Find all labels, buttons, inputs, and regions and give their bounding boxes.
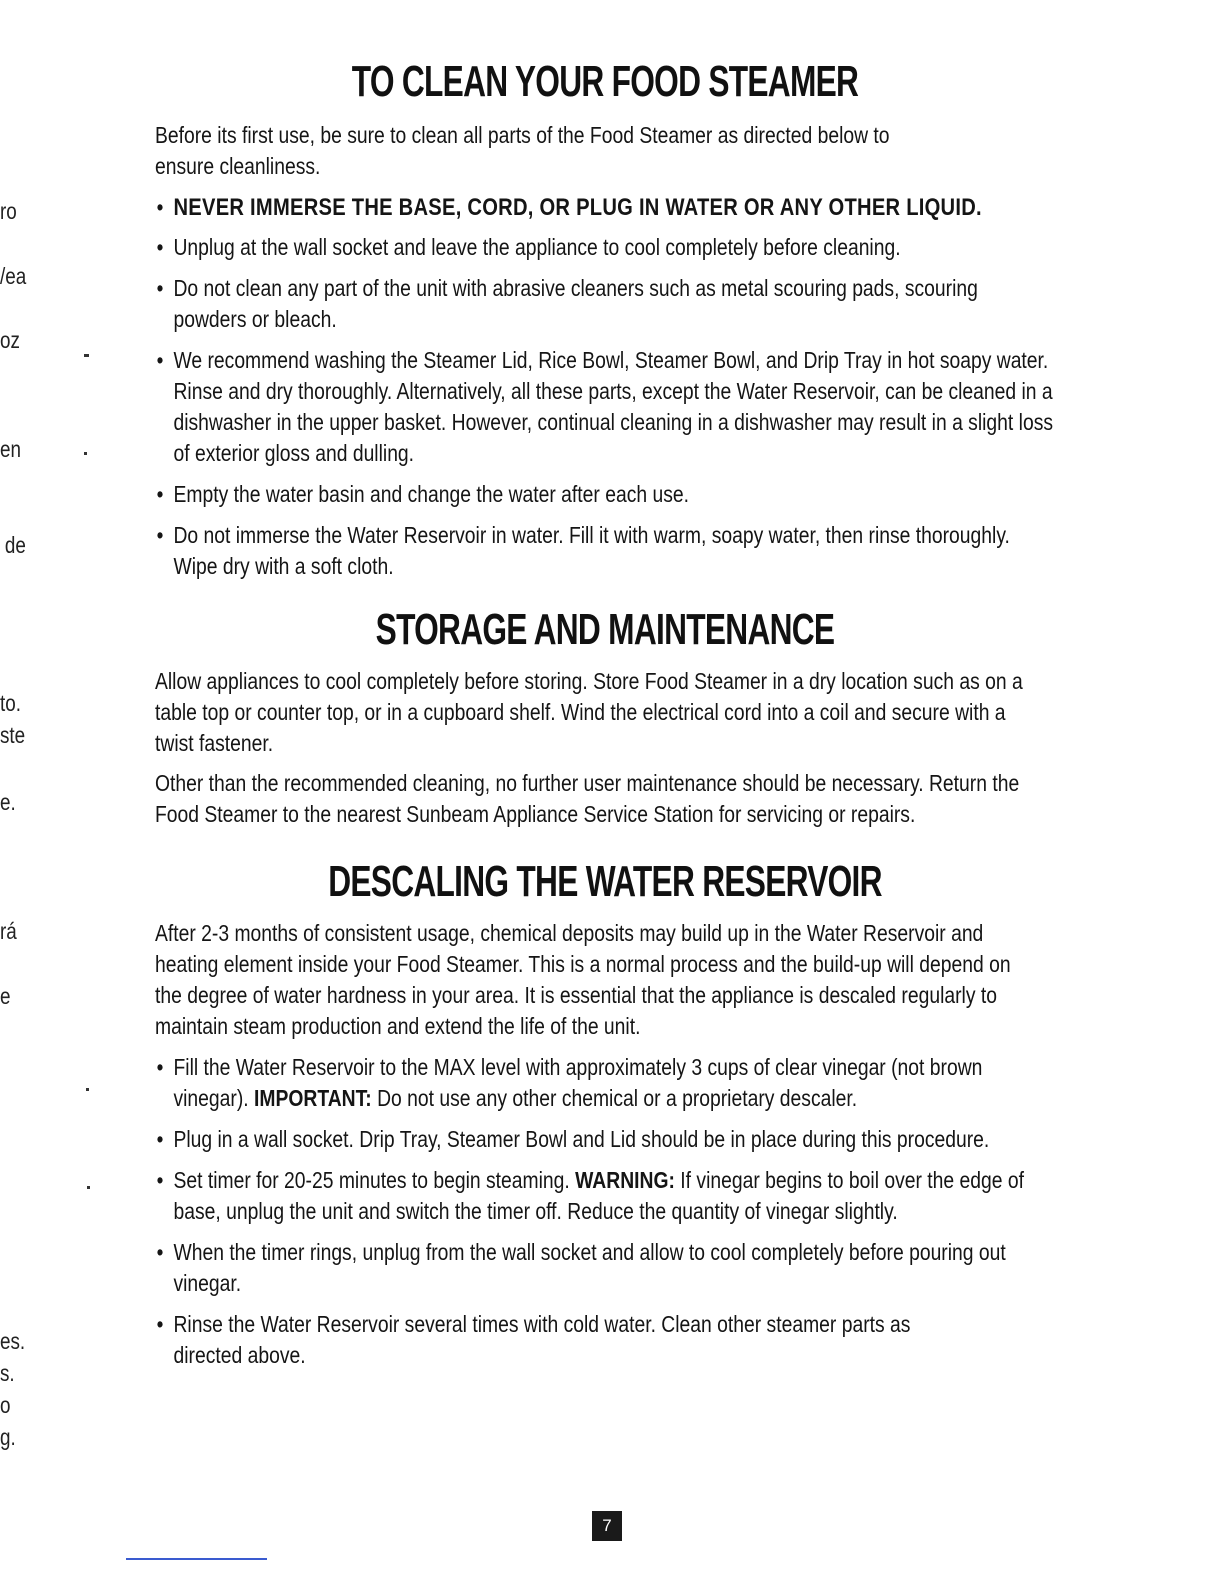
- page-content: [155, 50, 1055, 1368]
- edge-fragment: e.: [0, 789, 16, 815]
- list-item: [155, 192, 1058, 223]
- clean-intro: Before its first use, be sure to clean all parts of the Food Steamer as directed below to ensure cleanliness.: [155, 122, 890, 179]
- bullet-text: Do not immerse the Water Reservoir in water. Fill it with warm, soapy water, then rinse thoroughly. Wipe dry with a soft cloth.: [173, 522, 1010, 579]
- bullet-text: Fill the Water Reservoir to the MAX level with approximately 3 cups of clear vinegar (not brown vinegar).: [173, 1054, 983, 1111]
- edge-fragment: es.: [0, 1328, 26, 1354]
- edge-fragment: de: [4, 532, 26, 558]
- section-title-descaling: DESCALING THE WATER RESERVOIR: [328, 857, 882, 906]
- bullet-icon: •: [156, 347, 164, 373]
- bullet-text: If vinegar begins to boil over the edge of base, unplug the unit and switch the timer off. Reduce the quantity of vinegar slightly.: [173, 1167, 1025, 1224]
- edge-fragment: o: [0, 1392, 11, 1418]
- list-item: [155, 479, 1058, 510]
- bullet-text: Empty the water basin and change the water after each use.: [173, 481, 689, 507]
- edge-fragment: s.: [0, 1360, 15, 1386]
- bullet-icon: •: [156, 1126, 164, 1152]
- edge-fragment: oz: [0, 327, 20, 353]
- bullet-text: Rinse the Water Reservoir several times with cold water. Clean other steamer parts as directed above.: [173, 1311, 911, 1368]
- scan-speck: [86, 1088, 89, 1091]
- clean-bullet-list: [155, 192, 1058, 582]
- list-item: [155, 520, 1058, 582]
- list-item: [155, 1052, 1058, 1114]
- edge-fragment: ste: [0, 722, 26, 748]
- bullet-icon: •: [156, 234, 164, 260]
- bullet-icon: •: [156, 1054, 164, 1080]
- bullet-icon: •: [156, 1239, 164, 1265]
- warning-text: NEVER IMMERSE THE BASE, CORD, OR PLUG IN WATER OR ANY OTHER LIQUID.: [173, 194, 982, 221]
- list-item: [155, 1237, 1058, 1299]
- bullet-icon: •: [156, 194, 164, 220]
- bullet-icon: •: [156, 481, 164, 507]
- descaling-section-body: [155, 918, 1058, 1371]
- storage-paragraph: Allow appliances to cool completely before storing. Store Food Steamer in a dry location such as on a table top or counter top, or in a cupboard shelf. Wind the electrical cord into a coil and secure with a twist fastener.: [155, 668, 1023, 756]
- list-item: [155, 1165, 1058, 1227]
- edge-fragment: e: [0, 983, 11, 1009]
- warning-label: WARNING:: [575, 1167, 675, 1193]
- storage-section-body: [155, 666, 1058, 830]
- bullet-icon: •: [156, 522, 164, 548]
- bullet-text: Set timer for 20-25 minutes to begin steaming.: [173, 1167, 570, 1193]
- scan-speck: [84, 354, 89, 357]
- bullet-icon: •: [156, 275, 164, 301]
- bullet-text: When the timer rings, unplug from the wall socket and allow to cool completely before pouring out vinegar.: [173, 1239, 1006, 1296]
- edge-fragment: to.: [0, 690, 21, 716]
- bullet-text: Unplug at the wall socket and leave the appliance to cool completely before cleaning.: [173, 234, 901, 260]
- list-item: [155, 345, 1058, 469]
- bullet-icon: •: [156, 1311, 164, 1337]
- list-item: [155, 1124, 1058, 1155]
- bullet-icon: •: [156, 1167, 164, 1193]
- section-title-storage: STORAGE AND MAINTENANCE: [375, 605, 835, 654]
- list-item: [155, 232, 1058, 263]
- edge-fragment: ro: [0, 198, 17, 224]
- list-item: [155, 1309, 1058, 1371]
- important-label: IMPORTANT:: [254, 1085, 372, 1111]
- footer-rule: [126, 1558, 267, 1560]
- page-number: 7: [592, 1511, 622, 1541]
- list-item: [155, 273, 1058, 335]
- adjacent-page-edge: [0, 0, 33, 1584]
- edge-fragment: rá: [0, 918, 17, 944]
- section-title-clean: TO CLEAN YOUR FOOD STEAMER: [351, 57, 859, 106]
- edge-fragment: /ea: [0, 263, 27, 289]
- scan-speck: [87, 1186, 90, 1189]
- bullet-body: [173, 1052, 1030, 1114]
- descaling-bullet-list: [155, 1052, 1058, 1371]
- descaling-intro: After 2-3 months of consistent usage, chemical deposits may build up in the Water Reservoir and heating element inside your Food Steamer. This is a normal process and the build-up will depend on the degree of water hardness in your area. It is essential that the appliance is descaled regularly to maintain steam production and extend the life of the unit.: [155, 920, 1011, 1039]
- bullet-text: We recommend washing the Steamer Lid, Rice Bowl, Steamer Bowl, and Drip Tray in hot soapy water. Rinse and dry thoroughly. Alternatively, all these parts, except the Water Reservoir, can be cleaned in a dishwasher in the upper basket. However, continual cleaning in a dishwasher may result in a slight loss of exterior gloss and dulling.: [173, 347, 1054, 466]
- bullet-text: Plug in a wall socket. Drip Tray, Steamer Bowl and Lid should be in place during this procedure.: [173, 1126, 990, 1152]
- clean-section-body: [155, 120, 1058, 582]
- maintenance-paragraph: Other than the recommended cleaning, no further user maintenance should be necessary. Return the Food Steamer to the nearest Sunbeam Appliance Service Station for servicing or repairs.: [155, 770, 1020, 827]
- edge-fragment: g.: [0, 1424, 16, 1450]
- bullet-text: Do not clean any part of the unit with abrasive cleaners such as metal scouring pads, scouring powders or bleach.: [173, 275, 978, 332]
- bullet-text: Do not use any other chemical or a proprietary descaler.: [377, 1085, 858, 1111]
- scan-speck: [84, 452, 87, 455]
- edge-fragment: en: [0, 436, 21, 462]
- bullet-body: [173, 1165, 1030, 1227]
